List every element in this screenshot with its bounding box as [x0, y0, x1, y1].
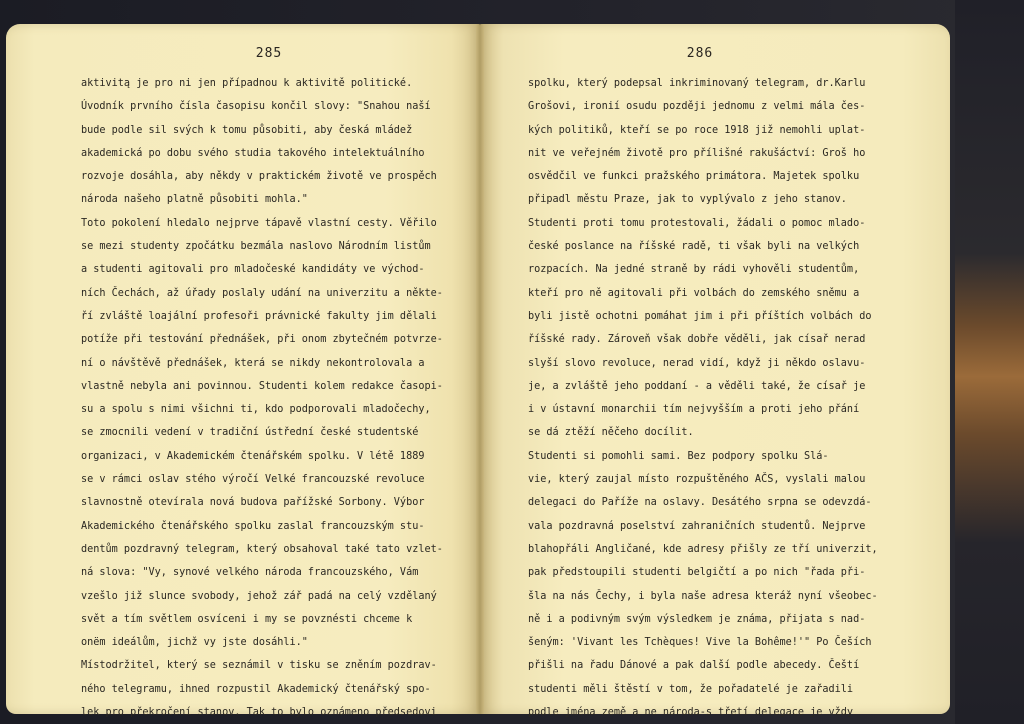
text-line: Akademického čtenářského spolku zaslal francouzským stu- [81, 520, 425, 532]
text-line: ná slova: "Vy, synové velkého národa francouzského, Vám [81, 567, 419, 579]
text-line: spolku, který podepsal inkriminovaný telegram, dr.Karlu [528, 78, 866, 89]
text-line: ří zvláště loajální profesoři právnické fakulty jim dělali [81, 310, 437, 322]
left-page [6, 24, 480, 719]
text-line: se v rámci oslav stého výročí Velké francouzské revoluce [81, 474, 425, 486]
text-line: je, a zvláště jeho poddaní - a věděli také, že císař je [528, 380, 866, 392]
text-line: bude podle sil svých k tomu působiti, aby česká mládež [81, 124, 413, 136]
text-line: ně i a podivným svým výsledkem je známa, přijata s nad- [528, 613, 866, 625]
text-line: šeným: 'Vivant les Tchèques! Vive la Bohême!'" Po Češích [528, 637, 872, 649]
text-line: slyší slovo revoluce, nerad vidí, když ji někdo oslavu- [528, 357, 866, 369]
text-line: studenti měli štěstí v tom, že pořadatelé je zařadili [528, 683, 854, 695]
text-line: byli jistě ochotni pomáhat jim i při příštích volbách do [528, 310, 872, 322]
text-line: a studenti agitovali pro mladočeské kandidáty ve východ- [81, 264, 425, 276]
text-line: vala pozdravná poselství zahraničních studentů. Nejprve [528, 520, 866, 532]
text-line: aktivitą je pro ni jen případnou k aktivitě politické. [81, 78, 413, 89]
text-line: svět a tím světlem osvíceni i my se povznésti chceme k [81, 613, 413, 625]
background-edge [955, 0, 1024, 724]
text-line: Studenti si pomohli sami. Bez podpory spolku Slá- [528, 450, 829, 462]
text-line: osvědčil ve funkci pražského primátora. Majetek spolku [528, 171, 860, 183]
text-line: potíže při testování přednášek, při onom zbytečném potvrze- [81, 334, 443, 346]
text-line: i v ústavní monarchii tím nejvyšším a proti jeho přání [528, 404, 860, 416]
text-line: Toto pokolení hledalo nejprve tápavě vlastní cesty. Věřilo [81, 217, 437, 229]
text-line: podle jména země a ne národa-s třetí delegace je vždy [528, 707, 854, 719]
text-line: ného telegramu, ihned rozpustil Akademický čtenářský spo- [81, 683, 431, 695]
book-gutter [476, 24, 484, 714]
text-line: ní o návštěvě přednášek, která se nikdy nekontrolovala a [81, 357, 425, 369]
left-page-number: 285 [255, 46, 283, 61]
text-line: vlastně nebyla ani povinnou. Studenti kolem redakce časopi- [81, 380, 443, 392]
text-line: slavnostně otevírala nová budova pařížské Sorbony. Výbor [81, 497, 425, 509]
text-line: kých politiků, kteří se po roce 1918 již nemohli uplat- [528, 124, 866, 136]
text-line: Grošovi, ironií osudu později jednomu z velmi mála čes- [528, 101, 866, 113]
text-line: české poslance na říšské radě, ti však byli na velkých [528, 241, 860, 253]
left-page-text [81, 72, 443, 724]
text-line: lek pro překročení stanov. Tak to bylo oznámeno předsedovi [81, 707, 437, 719]
text-line: akademická po dobu svého studia takového intelektuálního [81, 147, 425, 159]
text-line: ních Čechách, až úřady poslaly udání na univerzitu a někte- [81, 287, 443, 299]
text-line: vzešlo již slunce svobody, jehož zář padá na celý vzdělaný [81, 590, 437, 602]
text-line: kteří pro ně agitovali při volbách do zemského sněmu a [528, 287, 860, 299]
text-line: pak předstoupili studenti belgičtí a po nich "řada při- [528, 567, 866, 579]
text-line: se mezi studenty zpočátku bezmála naslovo Národním listům [81, 241, 431, 253]
text-line: Studenti proti tomu protestovali, žádali o pomoc mlado- [528, 217, 866, 229]
text-line: nit ve veřejném životě pro přílišné rakušáctví: Groš ho [528, 147, 866, 159]
text-line: připadl městu Praze, jak to vyplývalo z jeho stanov. [528, 194, 847, 206]
text-line: rozvoje dosáhla, aby někdy v praktickém životě ve prospěch [81, 171, 437, 183]
text-line: onëm ideálům, jichž vy jste dosáhli." [81, 637, 308, 649]
text-line: organizaci, v Akademickém čtenářském spolku. V létě 1889 [81, 450, 425, 462]
text-line: říšské rady. Zároveň však dobře věděli, jak císař nerad [528, 334, 866, 346]
text-line: šla na nás Čechy, i byla naše adresa kteráž nyní všeobec- [528, 590, 878, 602]
right-page [480, 24, 950, 719]
text-line: Úvodník prvního čísla časopisu končil slovy: "Snahou naší [81, 101, 431, 113]
text-line: přišli na řadu Dánové a pak další podle abecedy. Čeští [528, 660, 860, 672]
text-line: su a spolu s nimi všichni ti, kdo podporovali mladočechy, [81, 404, 431, 416]
text-line: rozpacích. Na jedné straně by rádi vyhověli studentům, [528, 264, 860, 276]
text-line: národa našeho platně působiti mohla." [81, 194, 308, 206]
text-line: se dá ztěží něčeho docílit. [528, 427, 694, 439]
right-page-number: 286 [686, 46, 714, 61]
text-line: delegaci do Paříže na oslavy. Desátého srpna se odevzdá- [528, 497, 872, 509]
text-line: dentům pozdravný telegram, který obsahoval také tato vzlet- [81, 543, 443, 555]
text-line: Místodržitel, který se seznámil v tisku se zněním pozdrav- [81, 660, 437, 672]
right-page-text [528, 72, 878, 724]
text-line: blahopřáli Angličané, kde adresy přišly ze tří univerzit, [528, 543, 878, 555]
text-line: vie, který zaujal místo rozpuštěného AČS, vyslali malou [528, 474, 866, 486]
text-line: se zmocnili vedení v tradiční ústřední české studentské [81, 427, 419, 439]
